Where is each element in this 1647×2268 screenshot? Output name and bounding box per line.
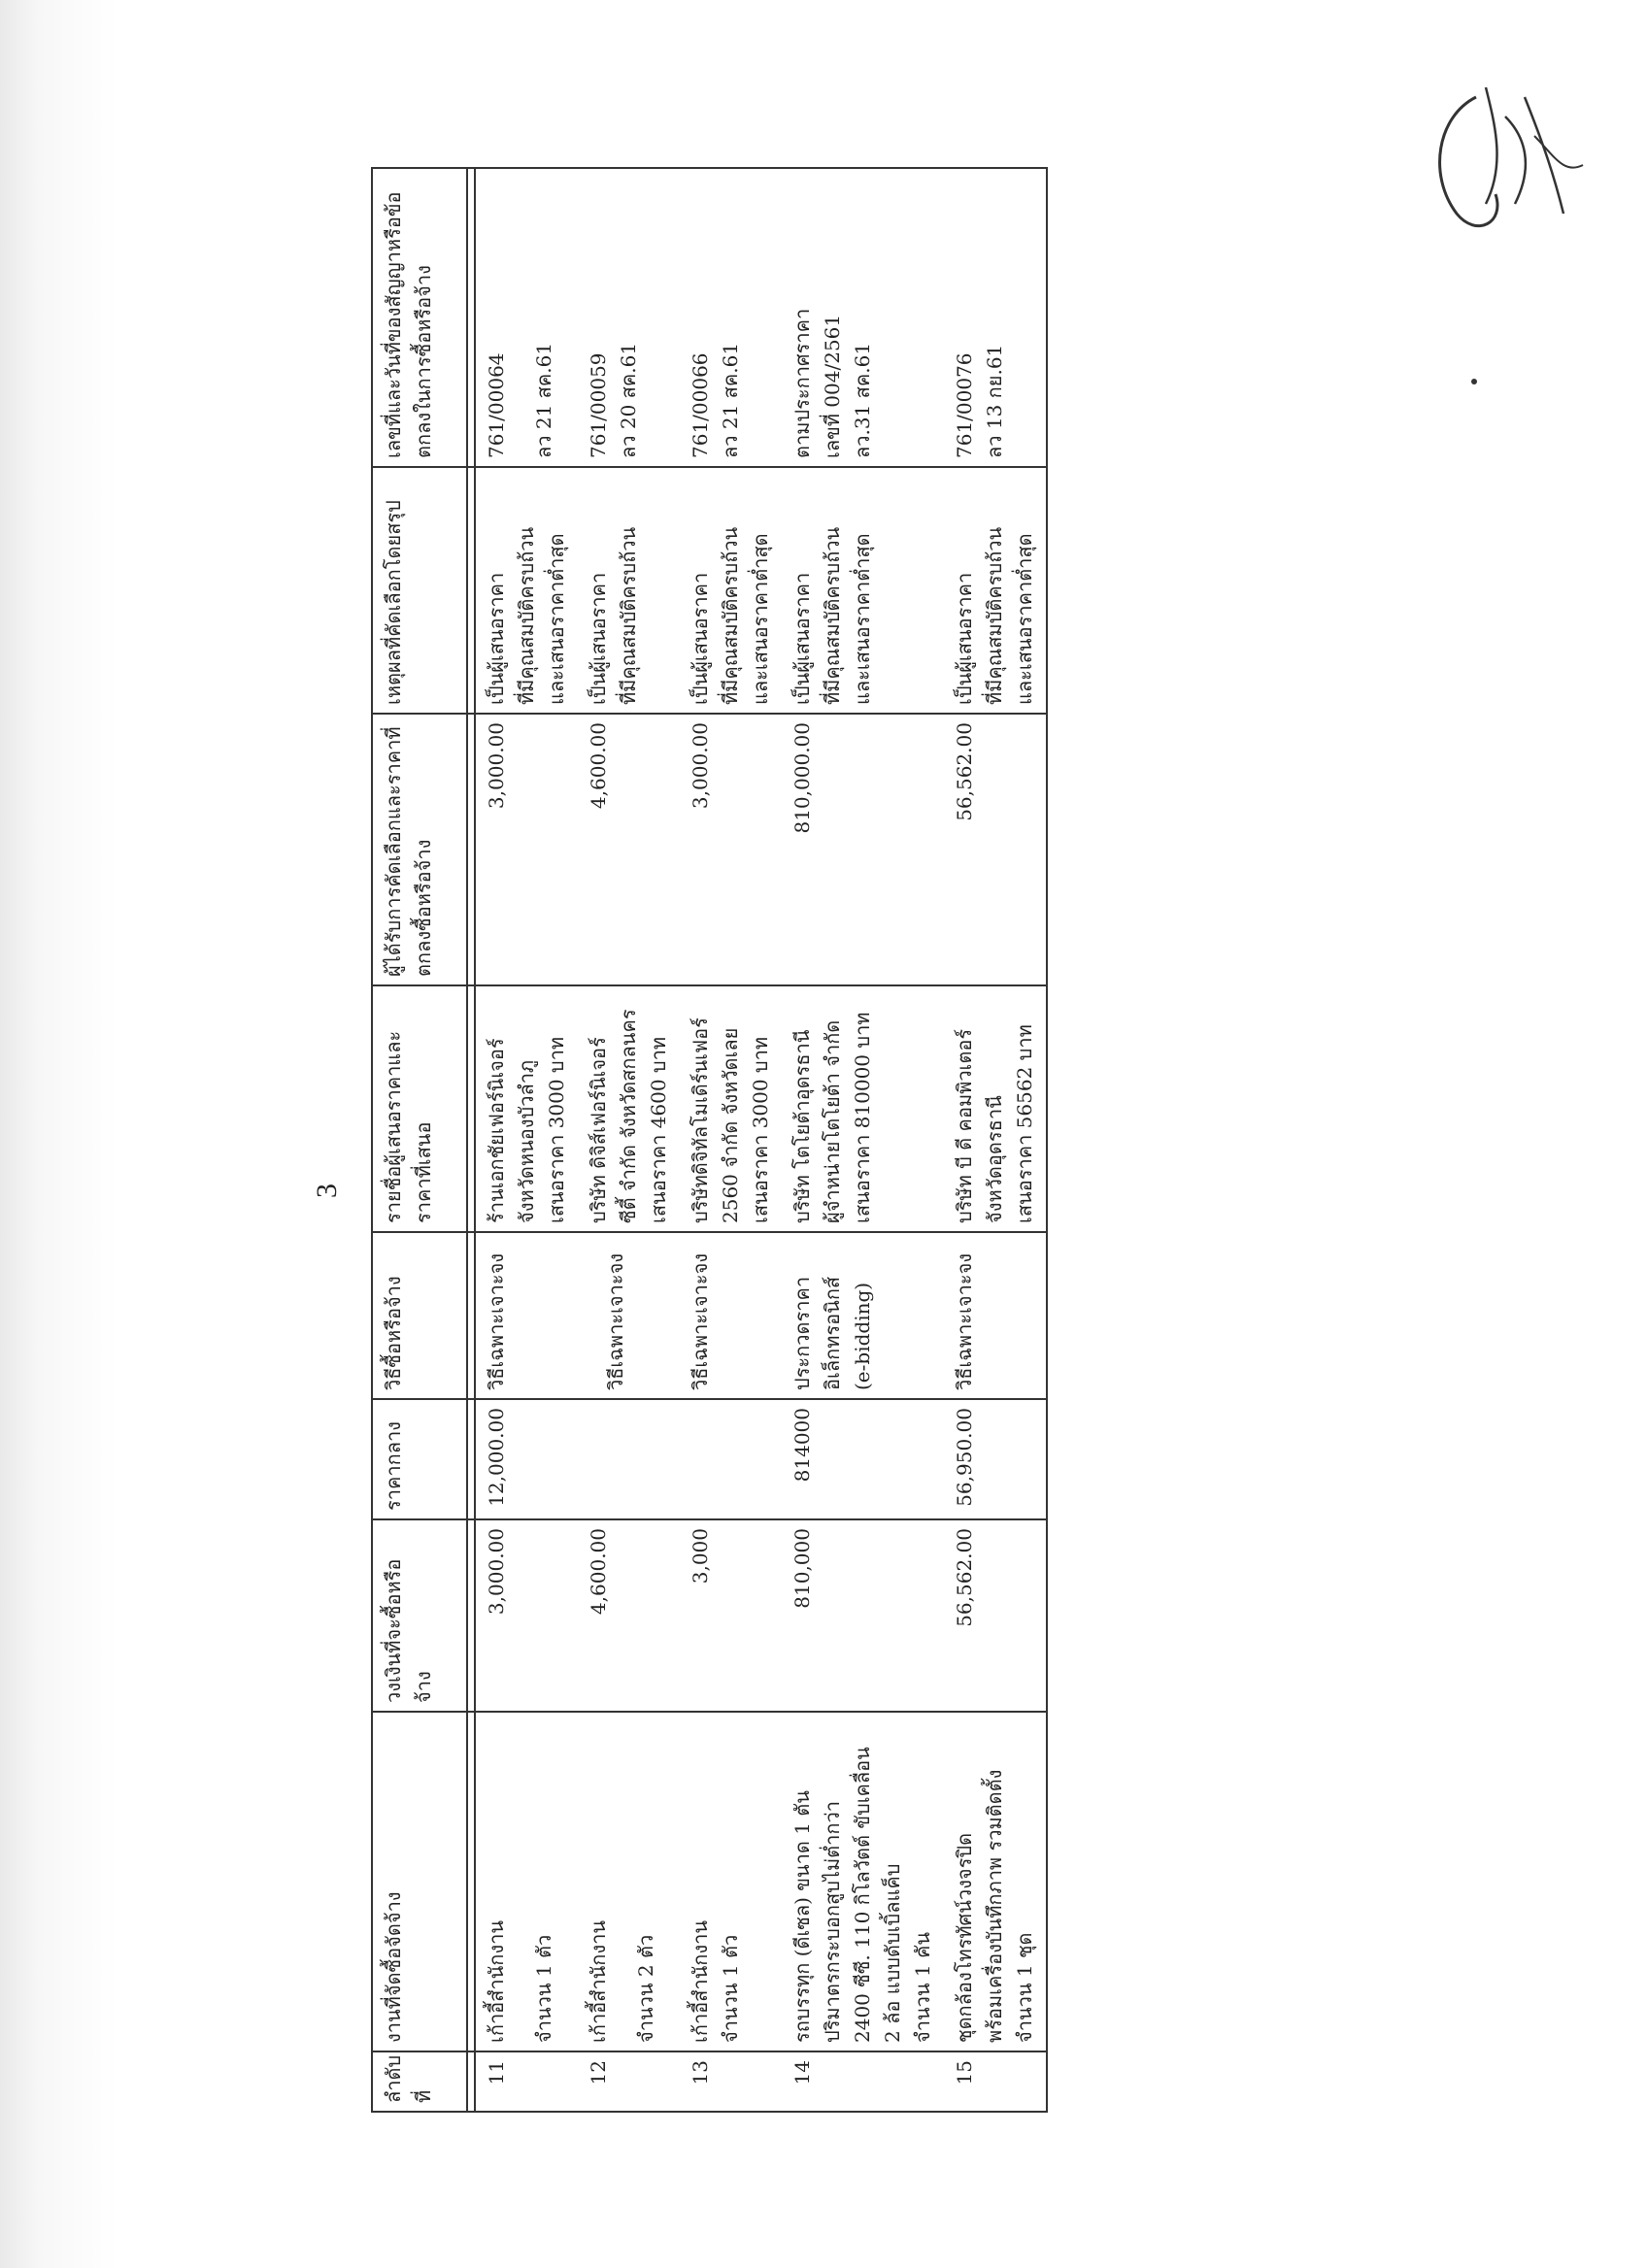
cell-method (475, 1232, 578, 1399)
cell-budget: 4,600.00 (578, 1519, 680, 1712)
cell-method (944, 1232, 1047, 1399)
cell-item-line: เก้าอี้สำนักงาน (587, 1919, 610, 2043)
cell-reason-line: และเสนอราคาต่ำสุด (545, 533, 568, 705)
page-number: 3 (311, 1184, 343, 1198)
cell-method-line: (e-bidding) (851, 1282, 874, 1390)
cell-bidders (578, 985, 680, 1232)
cell-item (944, 1712, 1047, 2051)
table-row (782, 168, 944, 2112)
cell-item-line: เก้าอี้สำนักงาน (485, 1919, 508, 2043)
cell-contract-line: ลว 21 สค.61 (719, 342, 742, 458)
cell-reason (578, 467, 680, 714)
cell-contract-line: 761/00059 (587, 352, 610, 458)
cell-bidders-line: ซีตี้ จำกัด จังหวัดสกลนคร (617, 1009, 640, 1223)
cell-budget: 3,000.00 (475, 1519, 578, 1712)
header-method: วิธีซื้อหรือจ้าง (372, 1232, 467, 1399)
header-budget: วงเงินที่จะซื้อหรือจ้าง (372, 1519, 467, 1712)
cell-no: 14 (782, 2051, 944, 2112)
cell-reason-line: และเสนอราคาต่ำสุด (1013, 533, 1036, 705)
cell-contract-line (512, 177, 529, 458)
cell-contract (680, 168, 782, 467)
cell-contract-line: ลว 21 สค.61 (532, 342, 555, 458)
cell-reason-line: เป็นผู้เสนอราคา (587, 572, 610, 705)
cell-bidders-line: บริษัทดิจิทัลโมเดิร์นเฟอร์ (689, 1017, 712, 1223)
cell-median: 12,000.00 (475, 1399, 578, 1519)
header-row (372, 168, 467, 2112)
cell-bidders (475, 985, 578, 1232)
cell-budget: 810,000 (782, 1519, 944, 1712)
cell-contract-line: ตามประกาศราคา (790, 308, 814, 458)
cell-reason-line: เป็นผู้เสนอราคา (689, 572, 712, 705)
cell-no: 11 (475, 2051, 578, 2112)
cell-reason (944, 467, 1047, 714)
cell-bidders-line: จังหวัดอุดรธานี (983, 1095, 1006, 1223)
cell-bidders-line: บริษัท ดิจิส์เฟอร์นิเจอร์ (587, 1037, 610, 1223)
cell-no: 13 (680, 2051, 782, 2112)
cell-bidders-line: บริษัท บี ดี คอมพิวเตอร์ (953, 1028, 976, 1223)
cell-item-line (512, 1720, 529, 2043)
cell-contract-line: 761/00066 (689, 352, 712, 458)
cell-bidders-line: ผู้จำหน่ายโตโยต้า จำกัด (821, 1019, 844, 1223)
cell-bidders-line: จังหวัดหนองบัวลำภู (515, 1059, 538, 1223)
cell-contract (782, 168, 944, 467)
cell-reason-line: ที่มีคุณสมบัติครบถ้วน (515, 526, 538, 705)
cell-median: 56,950.00 (944, 1399, 1047, 1519)
cell-item-line: จำนวน 1 ตัว (532, 1934, 555, 2043)
cell-reason (782, 467, 944, 714)
handwritten-signature (1418, 58, 1593, 252)
cell-median (680, 1399, 782, 1519)
cell-reason-line: เป็นผู้เสนอราคา (790, 572, 814, 705)
cell-budget: 56,562.00 (944, 1519, 1047, 1712)
cell-item-line (614, 1720, 631, 2043)
cell-bidders (680, 985, 782, 1232)
rotated-sheet (289, 169, 1379, 2113)
cell-bidders-line: เสนอราคา 3000 บาท (545, 1036, 568, 1223)
cell-reason-line: ที่มีคุณสมบัติครบถ้วน (719, 526, 742, 705)
cell-item-line: เก้าอี้สำนักงาน (689, 1919, 712, 2043)
table-row (680, 168, 782, 2112)
header-reason: เหตุผลที่คัดเลือกโดยสรุป (372, 467, 467, 714)
cell-item-line: จำนวน 1 ตัว (719, 1934, 742, 2043)
cell-bidders-line: 2560 จำกัด จังหวัดเลย (719, 1027, 742, 1223)
cell-reason-line: และเสนอราคาต่ำสุด (851, 533, 874, 705)
table-row (475, 168, 578, 2112)
table-body (475, 168, 1047, 2112)
cell-contract-line: ลว 13 กย.61 (983, 344, 1006, 458)
cell-contract-line: ลว.31 สค.61 (851, 342, 874, 458)
header-winner: ผู้ได้รับการคัดเลือกและราคาที่ตกลงซื้อหรือจ้าง (372, 714, 467, 985)
header-no: ลำดับที่ (372, 2051, 467, 2112)
cell-method-line: วิธีเฉพาะเจาะจง (604, 1252, 627, 1390)
cell-reason-line: ที่มีคุณสมบัติครบถ้วน (617, 526, 640, 705)
header-bidders: รายชื่อผู้เสนอราคาและราคาที่เสนอ (372, 985, 467, 1232)
cell-winner: 56,562.00 (944, 714, 1047, 985)
cell-item-line: ปริมาตรกระบอกสูบไม่ต่ำกว่า (821, 1801, 844, 2043)
cell-item-line: 2 ล้อ แบบดับเบิ้ลแค็บ (881, 1863, 904, 2043)
cell-reason-line: เป็นผู้เสนอราคา (953, 572, 976, 705)
cell-item-line: จำนวน 1 ชุด (1013, 1932, 1036, 2043)
ink-dot (1471, 379, 1477, 384)
procurement-table (371, 167, 1048, 2113)
cell-reason (680, 467, 782, 714)
cell-bidders-line: เสนอราคา 810000 บาท (851, 1012, 874, 1223)
cell-method (782, 1232, 944, 1399)
cell-method-line: วิธีเฉพาะเจาะจง (689, 1252, 712, 1390)
cell-contract-line: เลขที่ 004/2561 (821, 314, 844, 458)
cell-median (578, 1399, 680, 1519)
cell-method-line: ประกวดราคา (790, 1276, 814, 1390)
cell-item-line: ชุดกล้องโทรทัศน์วงจรปิด (953, 1832, 976, 2043)
header-median: ราคากลาง (372, 1399, 467, 1519)
cell-item-line: จำนวน 2 ตัว (634, 1934, 657, 2043)
cell-method-line (584, 1241, 601, 1390)
cell-reason-line: ที่มีคุณสมบัติครบถ้วน (821, 526, 844, 705)
cell-median: 814000 (782, 1399, 944, 1519)
cell-contract (944, 168, 1047, 467)
cell-bidders-line: บริษัท โตโยต้าอุดรธานี (790, 1029, 814, 1223)
header-item: งานที่จัดซื้อจัดจ้าง (372, 1712, 467, 2051)
cell-contract (475, 168, 578, 467)
cell-method-line: วิธีเฉพาะเจาะจง (485, 1252, 508, 1390)
cell-item (782, 1712, 944, 2051)
cell-bidders-line: เสนอราคา 3000 บาท (749, 1036, 772, 1223)
cell-item-line: 2400 ซีซี. 110 กิโลวัตต์ ขับเคลื่อน (851, 1747, 874, 2043)
cell-bidders-line: เสนอราคา 4600 บาท (647, 1036, 670, 1223)
cell-no: 12 (578, 2051, 680, 2112)
cell-item (475, 1712, 578, 2051)
cell-item (680, 1712, 782, 2051)
cell-reason-line: ที่มีคุณสมบัติครบถ้วน (983, 526, 1006, 705)
cell-bidders-line: ร้านเอกชัยเฟอร์นิเจอร์ (485, 1038, 508, 1223)
cell-method (578, 1232, 680, 1399)
cell-contract-line: 761/00076 (953, 352, 976, 458)
table-row (944, 168, 1047, 2112)
cell-item (578, 1712, 680, 2051)
cell-reason-line: เป็นผู้เสนอราคา (485, 572, 508, 705)
table-row (578, 168, 680, 2112)
cell-winner: 4,600.00 (578, 714, 680, 985)
header-contract: เลขที่และวันที่ของสัญญาหรือข้อตกลงในการซื้อหรือจ้าง (372, 168, 467, 467)
cell-method-line: อิเล็กทรอนิกส์ (821, 1276, 844, 1390)
cell-no: 15 (944, 2051, 1047, 2112)
cell-winner: 810,000.00 (782, 714, 944, 985)
cell-contract-line: ลว 20 สค.61 (617, 342, 640, 458)
cell-method-line: วิธีเฉพาะเจาะจง (953, 1252, 976, 1390)
cell-reason (475, 467, 578, 714)
cell-bidders (782, 985, 944, 1232)
cell-budget: 3,000 (680, 1519, 782, 1712)
cell-item-line: รถบรรทุก (ดีเซล) ขนาด 1 ตัน (790, 1790, 814, 2043)
cell-winner: 3,000.00 (680, 714, 782, 985)
cell-bidders-line: เสนอราคา 56562 บาท (1013, 1024, 1036, 1223)
cell-reason-line: และเสนอราคาต่ำสุด (749, 533, 772, 705)
cell-contract-line: 761/00064 (485, 352, 508, 458)
cell-contract (578, 168, 680, 467)
cell-item-line: จำนวน 1 คัน (911, 1931, 934, 2043)
cell-winner: 3,000.00 (475, 714, 578, 985)
cell-bidders (944, 985, 1047, 1232)
cell-method (680, 1232, 782, 1399)
cell-item-line: พร้อมเครื่องบันทึกภาพ รวมติดตั้ง (983, 1769, 1006, 2043)
